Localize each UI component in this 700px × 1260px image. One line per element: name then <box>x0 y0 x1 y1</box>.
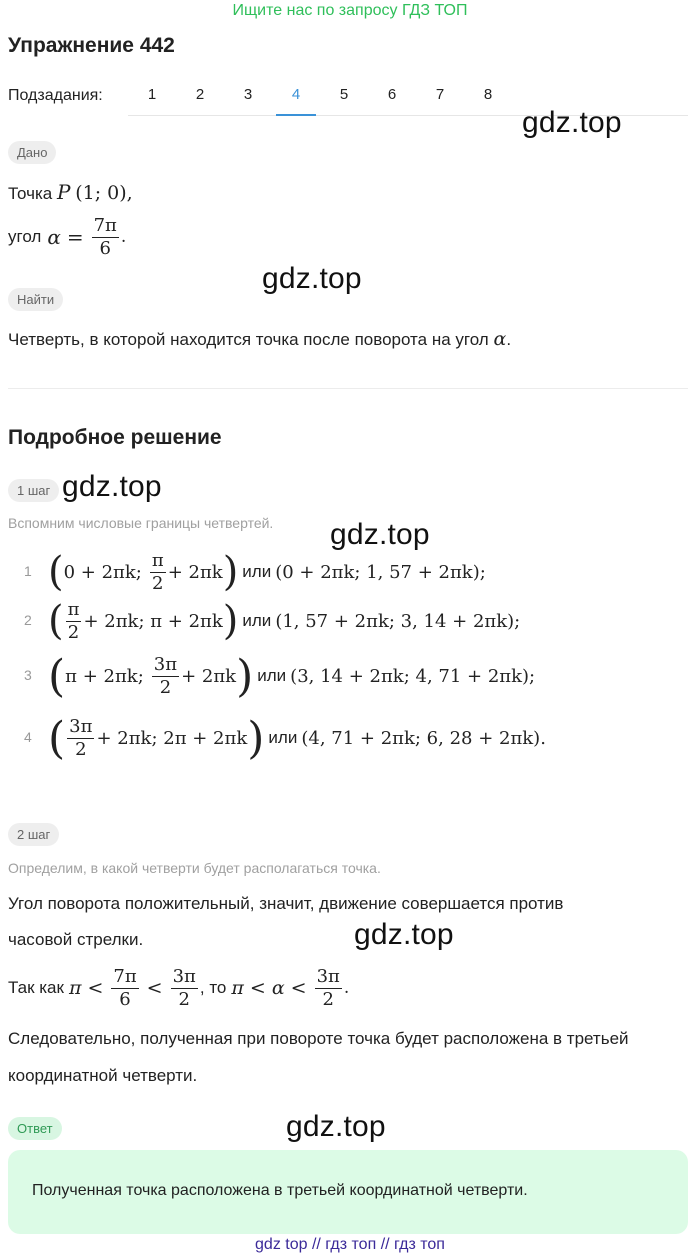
given-point-var: P <box>57 180 71 204</box>
watermark: gdz.top <box>262 262 362 295</box>
ineq-frac2-den: 2 <box>178 988 190 1010</box>
tab-subtask-2[interactable]: 2 <box>195 86 205 103</box>
quarter-bounds-row: ( $\frac{\pi}{2}$ + 2πk; π + 2πk ) или (1, 57 + 2πk; 3, 14 + 2πk); <box>48 598 521 644</box>
find-text: Четверть, в которой находится точка после поворота на угол α. <box>8 328 512 350</box>
row4-frac-den: 2 <box>75 738 87 760</box>
promo-link[interactable]: Ищите нас по запросу ГДЗ ТОП <box>232 2 468 19</box>
ineq-alpha: α <box>271 977 285 999</box>
row2-left-a: + 2πk; π + 2πk <box>83 610 223 632</box>
given-angle-den: 6 <box>99 237 111 259</box>
watermark: gdz.top <box>62 470 162 503</box>
quarter-bounds-row: ( π + 2πk; $\frac{3\pi}{2}$ + 2πk ) или (3, 14 + 2πk; 4, 71 + 2πk); <box>48 650 536 702</box>
watermark: gdz.top <box>354 918 454 951</box>
watermark: gdz.top <box>330 518 430 551</box>
ineq-lt: < <box>249 977 266 999</box>
watermark: gdz.top <box>522 106 622 139</box>
solution-title: Подробное решение <box>8 426 222 449</box>
row4-fraction <box>67 717 94 760</box>
find-text-body: Четверть, в которой находится точка после поворота на угол <box>8 330 489 349</box>
step2-line1: Угол поворота положительный, значит, движение совершается против <box>8 894 564 913</box>
ineq-lt: < <box>290 977 307 999</box>
given-badge: Дано <box>8 141 56 164</box>
page-title: Упражнение 442 <box>8 34 175 57</box>
since-prefix: Так как <box>8 978 64 997</box>
tab-subtask-1[interactable]: 1 <box>147 86 157 103</box>
row1-frac-num: π <box>151 549 164 571</box>
given-point-coords: (1; 0), <box>75 182 133 204</box>
ineq-lt: < <box>87 977 104 999</box>
ineq-lt: < <box>146 977 163 999</box>
given-angle-num: 7π <box>93 215 117 236</box>
row1-fraction <box>150 551 166 594</box>
row4-left-a: + 2πk; 2π + 2πk <box>96 727 248 749</box>
row4-frac-num: 3π <box>69 715 93 737</box>
given-angle: угол α = $\frac{7\pi}{6}$ . <box>8 215 127 259</box>
footer-links[interactable]: gdz top // гдз топ // гдз топ <box>255 1236 445 1253</box>
ineq-end: . <box>343 978 350 998</box>
quarter-number: 2 <box>24 612 32 628</box>
ineq-frac3 <box>315 967 342 1010</box>
tab-subtask-7[interactable]: 7 <box>435 86 445 103</box>
tab-subtask-8[interactable]: 8 <box>483 86 493 103</box>
given-angle-fraction <box>92 216 119 259</box>
quarter-bounds-row: ( $\frac{3\pi}{2}$ + 2πk; 2π + 2πk ) или (4, 71 + 2πk; 6, 28 + 2πk). <box>48 712 546 764</box>
quarter-number: 3 <box>24 667 32 683</box>
row3-right: (3, 14 + 2πk; 4, 71 + 2πk); <box>290 665 536 687</box>
step2-inequality <box>8 962 349 1014</box>
row3-or: или <box>257 666 287 685</box>
answer-badge: Ответ <box>8 1117 62 1140</box>
row3-fraction <box>152 655 179 698</box>
given-point <box>8 180 133 204</box>
ineq-frac1 <box>111 967 138 1010</box>
row2-or: или <box>242 611 272 630</box>
row2-right: (1, 57 + 2πk; 3, 14 + 2πk); <box>275 610 521 632</box>
then-word: , то <box>199 978 227 997</box>
row3-left-b: + 2πk <box>181 665 237 687</box>
row3-frac-num: 3π <box>153 653 178 675</box>
step2-line2: часовой стрелки. <box>8 930 144 949</box>
ineq-frac2-num: 3π <box>172 965 196 987</box>
row1-left-a: 0 + 2πk; <box>63 561 142 583</box>
find-badge: Найти <box>8 288 63 311</box>
row2-fraction <box>66 600 82 643</box>
step2-hint: Определим, в какой четверти будет располагаться точка. <box>8 860 381 876</box>
row3-left-a: π + 2πk; <box>65 665 144 687</box>
row4-right: (4, 71 + 2πk; 6, 28 + 2πk). <box>301 727 546 749</box>
tab-subtask-4[interactable]: 4 <box>272 74 320 115</box>
tab-subtask-3[interactable]: 3 <box>243 86 253 103</box>
ineq-pi: π <box>68 977 82 999</box>
answer-text: Полученная точка расположена в третьей координатной четверти. <box>32 1182 528 1199</box>
ineq-frac3-den: 2 <box>322 988 334 1010</box>
row2-frac-den: 2 <box>67 621 80 643</box>
find-var: α <box>493 328 507 350</box>
ineq-pi: π <box>231 977 244 999</box>
ineq-frac3-num: 3π <box>316 965 340 987</box>
ineq-frac1-num: 7π <box>113 965 137 987</box>
row4-or: или <box>268 728 298 747</box>
row1-or: или <box>242 562 272 581</box>
given-point-prefix: Точка <box>8 184 53 203</box>
quarter-number: 1 <box>24 563 32 579</box>
row1-frac-den: 2 <box>152 572 164 594</box>
watermark: gdz.top <box>286 1110 386 1143</box>
row1-right: (0 + 2πk; 1, 57 + 2πk); <box>275 561 486 583</box>
conclusion-line2: координатной четверти. <box>8 1066 198 1085</box>
quarter-number: 4 <box>24 729 32 745</box>
row2-frac-num: π <box>67 598 80 620</box>
conclusion-line1: Следовательно, полученная при повороте точка будет расположена в третьей <box>8 1029 629 1048</box>
tab-subtask-6[interactable]: 6 <box>387 86 397 103</box>
row1-left-b: + 2πk <box>167 561 223 583</box>
given-angle-var: α <box>47 225 61 250</box>
ineq-frac1-den: 6 <box>119 988 131 1010</box>
given-angle-prefix: угол <box>8 227 42 247</box>
quarter-bounds-row: ( 0 + 2πk; $\frac{\pi}{2}$ + 2πk ) или (0 + 2πk; 1, 57 + 2πk); <box>48 549 486 595</box>
step1-badge: 1 шаг <box>8 479 59 502</box>
ineq-frac2 <box>171 967 198 1010</box>
section-divider <box>8 388 688 389</box>
step2-badge: 2 шаг <box>8 823 59 846</box>
step1-hint: Вспомним числовые границы четвертей. <box>8 515 274 531</box>
subtasks-label: Подзадания: <box>8 87 103 104</box>
tab-subtask-5[interactable]: 5 <box>339 86 349 103</box>
row3-frac-den: 2 <box>159 676 172 698</box>
